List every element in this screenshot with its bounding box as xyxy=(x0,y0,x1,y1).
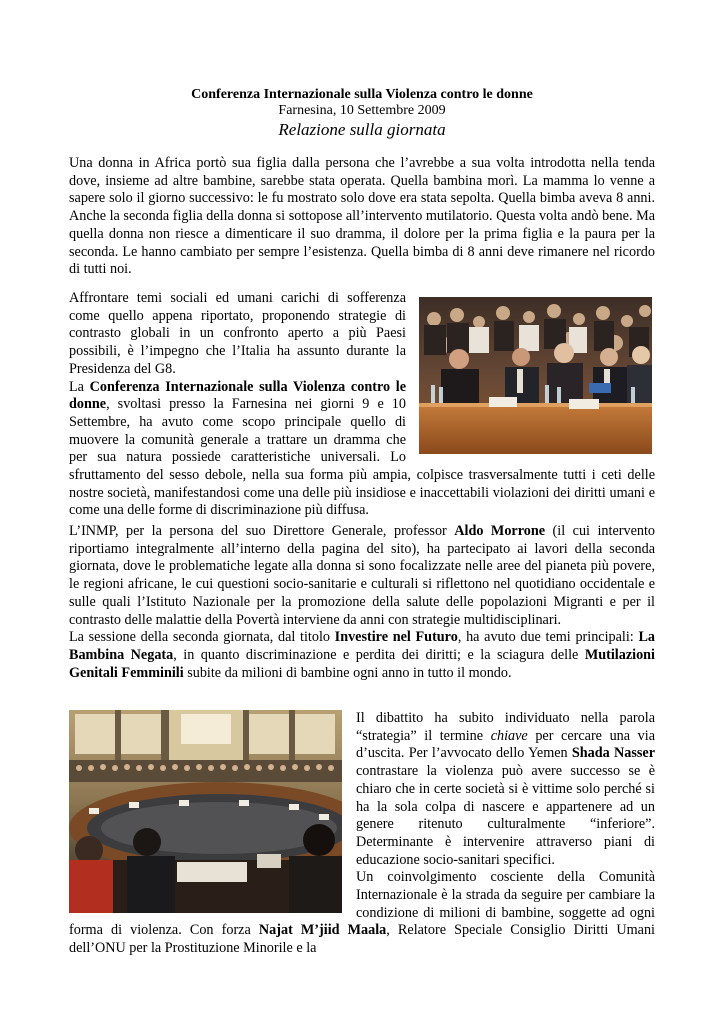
word-chiave: chiave xyxy=(490,727,528,744)
conference-panel-photo-svg xyxy=(419,297,652,454)
conference-panel-photo xyxy=(419,297,652,454)
paragraph-conference-prefix: La xyxy=(69,378,90,395)
conference-name-bold: Conferenza Internazionale sulla Violenza contro le donne xyxy=(69,378,406,413)
text-run: per cercare una via d’uscita. Per l’avvocato dello Yemen xyxy=(356,727,655,762)
text-run: , ha avuto due temi principali: xyxy=(457,629,639,646)
text-run: La sessione della seconda giornata, dal titolo xyxy=(69,629,335,646)
text-run: , Relatore Speciale Consiglio Diritti Umani dell’ONU per la Prostituzione Minorile e la xyxy=(69,922,655,957)
conference-hall-photo xyxy=(69,710,342,913)
text-run: subite da milioni di bambine ogni anno in tutto il mondo. xyxy=(183,664,512,681)
text-run: (il cui intervento riportiamo integralmente all’interno della pagina del sito), ha partecipato ai lavori della seconda giornata, dove le problematiche legate alla donna si sono focalizzate nelle aree del pianeta più povere, le regioni africane, le cui questioni socio-sanitarie e culturali si riflettono nel quotidiano occidentale e sulle quali l’Istituto Nazionale per la promozione della salute delle popolazioni Migranti e per il contrasto delle malattie della Povertà interviene da anni con strategie multidisciplinari. xyxy=(69,523,655,628)
paragraph-inmp xyxy=(69,523,655,682)
document-subtitle: Relazione sulla giornata xyxy=(278,120,446,139)
name-aldo-morrone: Aldo Morrone xyxy=(454,523,546,539)
document-place-date: Farnesina, 10 Settembre 2009 xyxy=(278,103,446,118)
conference-hall-photo-svg xyxy=(69,710,342,913)
paragraph-conference-part1: Affrontare temi sociali ed umani carichi di sofferenza come quello appena riportato, proponendo strategie di contrasto globali in un confronto aperto a più Paesi possibili, è l’impegno che l’Italia ha assunto durante la Presidenza del G8. xyxy=(69,290,406,377)
document-title: Conferenza Internazionale sulla Violenza contro le donne xyxy=(191,87,533,102)
text-run: Un coinvolgimento cosciente della Comunità Internazionale è la strada da seguire per cambiare la condizione di milioni di bambine, soggette ad ogni forma di violenza. Con forza xyxy=(69,869,655,939)
text-run: , in quanto discriminazione e perdita dei diritti; e la sciagura delle xyxy=(173,646,585,663)
name-shada-nasser: Shada Nasser xyxy=(571,745,655,762)
text-run: Il dibattito ha subito individuato nella parola “strategia” il termine xyxy=(356,710,655,744)
text-run: contrastare la violenza può avere successo se è chiaro che in certe società si è vittime solo perché si ha la sola colpa di nascere e appartenere ad un genere ritenuto culturalmente “inferiore”. Determinante è intervenire attraverso piani di educazione socio-sanitari specifici. xyxy=(356,763,655,868)
text-run: L’INMP, per la persona del suo Direttore Generale, professor xyxy=(69,523,455,539)
paragraph-conference-rest: , svoltasi presso la Farnesina nei giorni 9 e 10 Settembre, ha avuto come scopo principale quello di muovere la comunità generale a trattare un dramma che per sua natura possiede caratteristiche universali. Lo sfruttamento del sesso debole, nella sua forma più ampia, colpisce trasversalmente tutti i ceti delle nostre società, manifestandosi come una delle più insidiose e inaccettabili violazioni dei diritti umani e come una delle forme di discriminazione più diffusa. xyxy=(69,396,655,519)
theme-bambina-negata: La Bambina Negata xyxy=(69,629,656,663)
theme-mutilazioni: Mutilazioni Genitali Femminili xyxy=(69,646,655,681)
paragraph-intro: Una donna in Africa portò sua figlia dalla persona che l’avrebbe a sua volta introdotta nella tenda dove, insieme ad altre bambine, sarebbe stata operata. Quella bambina morì. La mamma lo venne a sapere solo il giorno successivo: le fu mostrato solo dove era stata sepolta. Quella bimba aveva 8 anni. Anche la seconda figlia della donna si sottopose all’intervento mutilatorio. Questa volta andò bene. Ma quella donna non riesce a dimenticare il suo dramma, il dolore per la prima figlia e la paura per la seconda. Le hanno cambiato per sempre l’esistenza. Quella bimba di 8 anni deve rimanere nel ricordo di tutti noi. xyxy=(69,155,655,278)
name-najat-maala: Najat M’jiid Maala xyxy=(258,922,387,939)
session-title: Investire nel Futuro xyxy=(334,629,458,646)
